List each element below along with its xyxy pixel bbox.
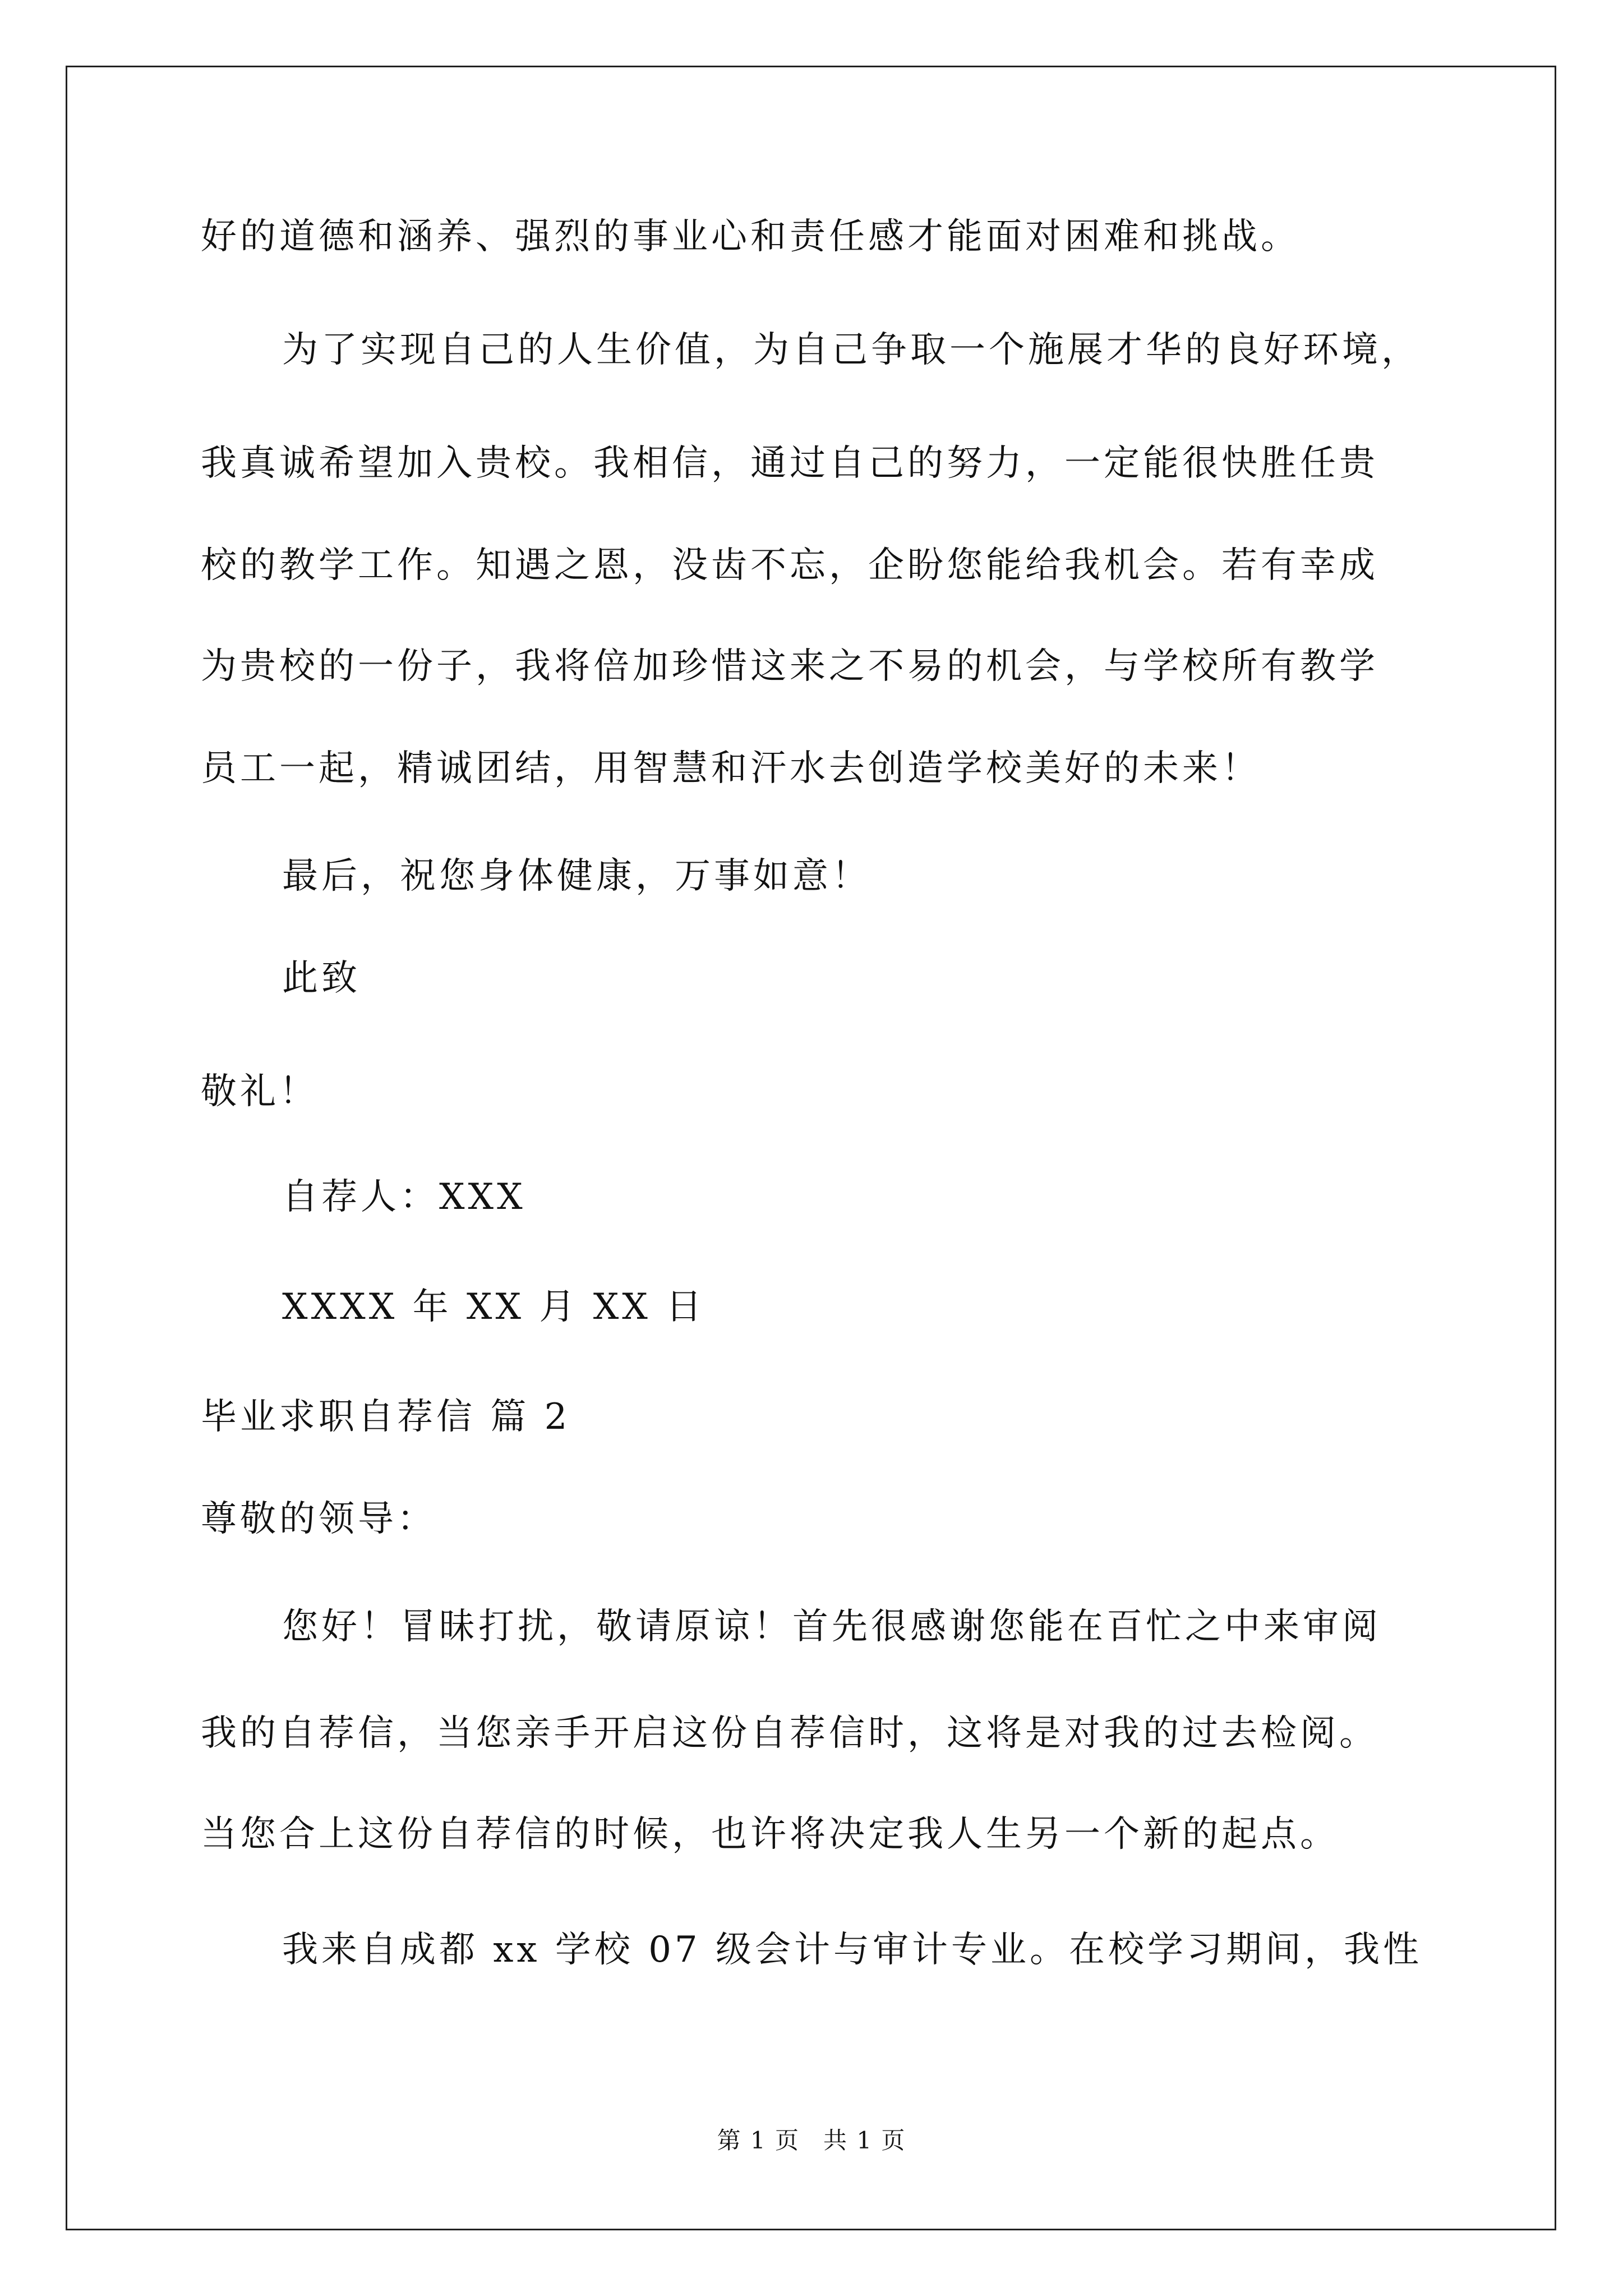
text-line: 为贵校的一份子，我将倍加珍惜这来之不易的机会，与学校所有教学 — [201, 646, 1378, 687]
text-line: 为了实现自己的人生价值，为自己争取一个施展才华的良好环境， — [282, 329, 1421, 371]
page-number: 第 1 页 — [717, 2127, 800, 2154]
text-line: 校的教学工作。知遇之恩，没齿不忘，企盼您能给我机会。若有幸成 — [201, 545, 1378, 586]
text-line: 当您合上这份自荐信的时候，也许将决定我人生另一个新的起点。 — [201, 1814, 1339, 1855]
text-line: 我来自成都 xx 学校 07 级会计与审计专业。在校学习期间，我性 — [282, 1929, 1422, 1971]
text-line: 您好！冒昧打扰，敬请原谅！首先很感谢您能在百忙之中来审阅 — [282, 1606, 1381, 1648]
text-line: 好的道德和涵养、强烈的事业心和责任感才能面对困难和挑战。 — [201, 216, 1300, 257]
section-heading: 毕业求职自荐信 篇 2 — [201, 1396, 571, 1438]
page-total: 共 1 页 — [823, 2127, 906, 2154]
page-border — [66, 66, 1556, 2230]
text-line: 员工一起，精诚团结，用智慧和汗水去创造学校美好的未来！ — [201, 748, 1261, 789]
text-line: 此致 — [282, 958, 361, 999]
text-line: 我真诚希望加入贵校。我相信，通过自己的努力，一定能很快胜任贵 — [201, 443, 1378, 484]
page-footer — [0, 2126, 1623, 2155]
salutation: 尊敬的领导： — [201, 1498, 436, 1540]
text-line: 自荐人：XXX — [282, 1176, 526, 1218]
text-line: 最后，祝您身体健康，万事如意！ — [282, 855, 871, 897]
text-line: 我的自荐信，当您亲手开启这份自荐信时，这将是对我的过去检阅。 — [201, 1713, 1378, 1754]
text-line: XXXX 年 XX 月 XX 日 — [282, 1286, 706, 1328]
text-line: 敬礼！ — [201, 1071, 319, 1112]
